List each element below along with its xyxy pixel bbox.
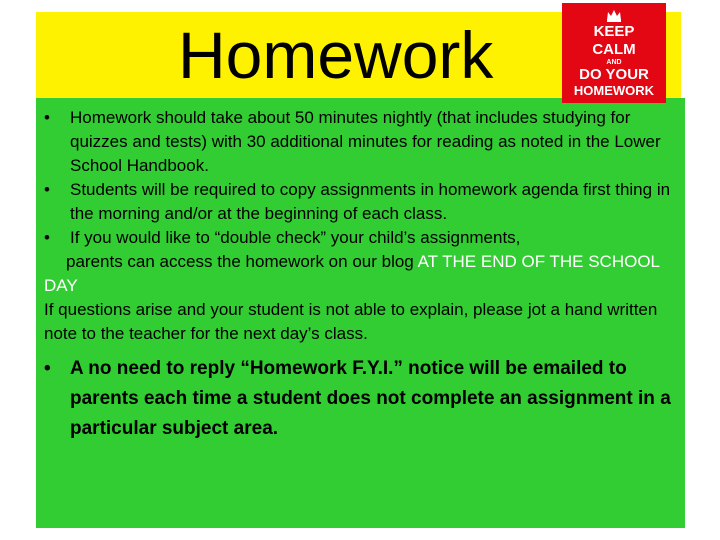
sign-line-homework: HOMEWORK <box>573 83 655 98</box>
continuation-text: parents can access the homework on our blog <box>66 252 414 271</box>
sign-line-keep: KEEP <box>593 23 635 40</box>
bullet-item-emphasized <box>44 354 680 444</box>
sign-line-and: AND <box>606 59 622 66</box>
bullet-item <box>44 178 680 226</box>
bullet-continuation <box>44 250 680 298</box>
bullet-item <box>44 226 680 250</box>
bullet-text: Homework should take about 50 minutes nightly (that includes studying for quizzes and tests) with 30 additional minutes for reading as noted in the Lower School Handbook. <box>70 108 661 175</box>
note-paragraph: If questions arise and your student is not able to explain, please jot a hand written note to the teacher for the next day’s class. <box>44 300 658 343</box>
bullet-item <box>44 106 680 178</box>
crown-icon <box>606 8 622 22</box>
sign-line-do-your: DO YOUR <box>579 66 649 83</box>
bullet-text: If you would like to “double check” your child’s assignments, <box>70 228 521 247</box>
bullet-marker: • <box>44 180 50 199</box>
slide-title: Homework <box>178 18 494 92</box>
bullet-marker: • <box>44 108 50 127</box>
highlighted-text: AT THE END OF THE SCHOOL DAY <box>44 252 660 295</box>
bullet-text: Students will be required to copy assignments in homework agenda first thing in the morning and/or at the beginning of each class. <box>70 180 671 223</box>
keep-calm-sign <box>562 3 666 103</box>
sign-line-calm: CALM <box>592 41 636 58</box>
bullet-marker: • <box>44 358 51 379</box>
bullet-marker: • <box>44 228 50 247</box>
slide-body <box>44 106 680 444</box>
bullet-text: A no need to reply “Homework F.Y.I.” notice will be emailed to parents each time a student does not complete an assignment in a particular subject area. <box>70 358 671 439</box>
